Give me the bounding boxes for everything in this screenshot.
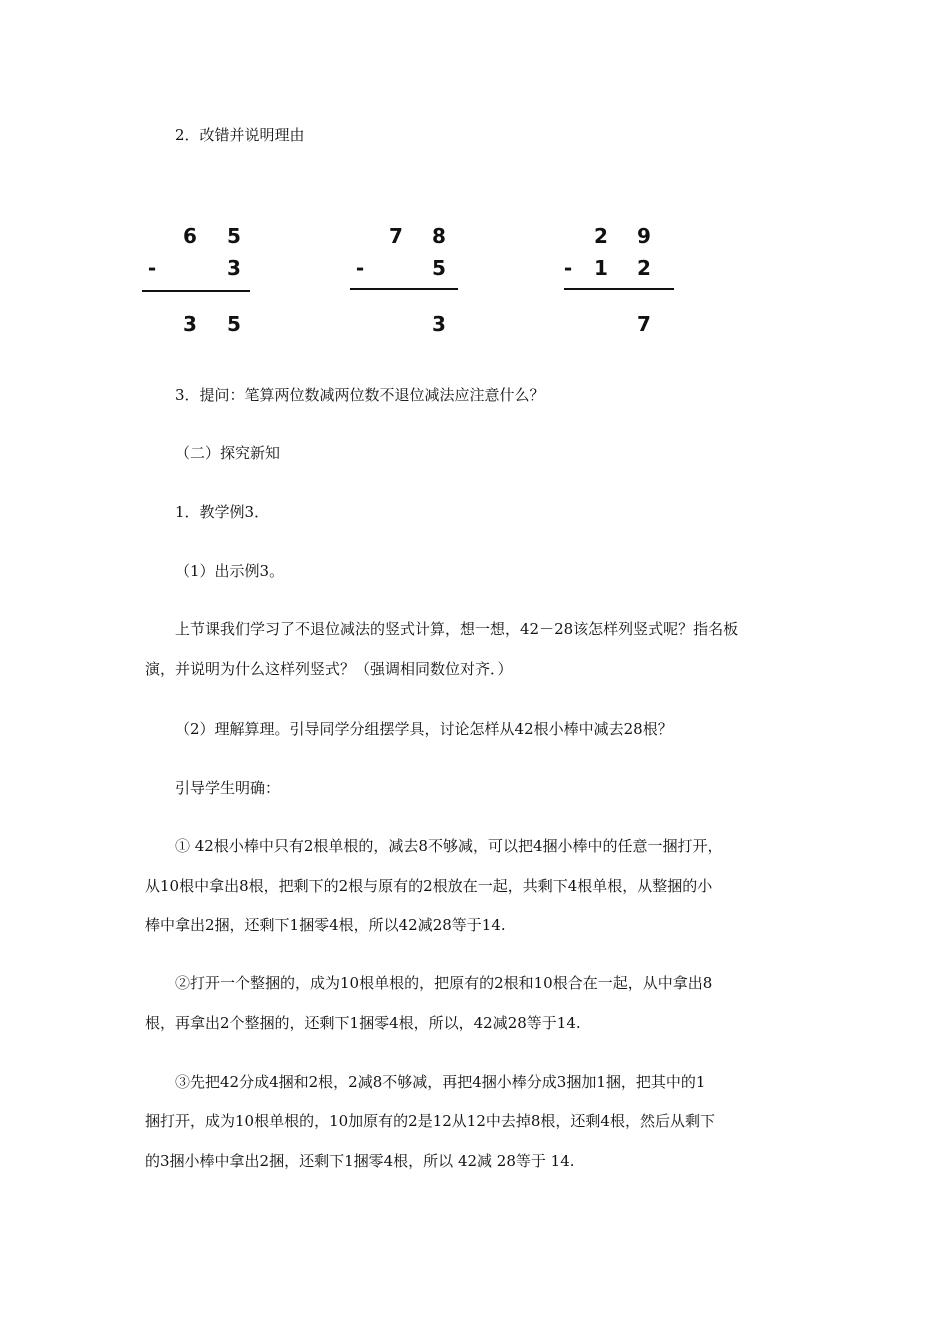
method-1-line-3: 棒中拿出2捆，还剩下1捆零4根，所以42减28等于14. <box>145 916 506 934</box>
method-3-line-1: ③先把42分成4捆和2根，2减8不够减，再把4捆小棒分成3捆加1捆，把其中的1 <box>175 1073 706 1091</box>
step-1: （1）出示例3。 <box>175 562 285 580</box>
vertical-subtraction-2 <box>348 226 468 346</box>
minus-sign: - <box>563 256 573 280</box>
guide-heading: 引导学生明确： <box>175 779 281 797</box>
result-rule <box>564 288 674 290</box>
subtrahend-ones: 3 <box>227 256 241 280</box>
item-2-heading: 2．改错并说明理由 <box>175 126 305 144</box>
method-3-line-2: 捆打开，成为10根单根的，10加原有的2是12从12中去掉8根，还剩4根，然后从剩下 <box>145 1112 715 1130</box>
minuend-tens: 6 <box>183 224 197 248</box>
vertical-subtraction-3 <box>558 226 678 346</box>
method-1-line-2: 从10根中拿出8根，把剩下的2根与原有的2根放在一起，共剩下4根单根，从整捆的小 <box>145 877 713 895</box>
method-1-line-1: ① 42根小棒中只有2根单根的，减去8不够减，可以把4捆小棒中的任意一捆打开， <box>175 837 723 855</box>
minuend-tens: 7 <box>389 224 403 248</box>
minuend-ones: 9 <box>637 224 651 248</box>
result-rule <box>142 290 250 292</box>
result-ones: 3 <box>432 312 446 336</box>
result-rule <box>350 288 458 290</box>
minus-sign: - <box>147 256 157 280</box>
section-2-heading: （二）探究新知 <box>175 444 281 462</box>
method-3-line-3: 的3捆小棒中拿出2捆，还剩下1捆零4根，所以 42减 28等于 14. <box>145 1152 575 1170</box>
minus-sign: - <box>355 256 365 280</box>
paragraph-1-line-1: 上节课我们学习了不退位减法的竖式计算，想一想，42－28该怎样列竖式呢？指名板 <box>175 620 739 638</box>
minuend-ones: 5 <box>227 224 241 248</box>
minuend-tens: 2 <box>594 224 608 248</box>
result-ones: 5 <box>227 312 241 336</box>
item-3-question: 3．提问：笔算两位数减两位数不退位减法应注意什么？ <box>175 386 545 404</box>
step-2: （2）理解算理。引导同学分组摆学具，讨论怎样从42根小棒中减去28根？ <box>175 720 673 738</box>
paragraph-1-line-2: 演，并说明为什么这样列竖式？（强调相同数位对齐．） <box>145 660 513 678</box>
method-2-line-2: 根，再拿出2个整捆的，还剩下1捆零4根，所以，42减28等于14. <box>145 1014 581 1032</box>
teach-1-heading: 1．教学例3． <box>175 503 270 521</box>
result-ones: 7 <box>637 312 651 336</box>
subtrahend-tens: 1 <box>594 256 608 280</box>
vertical-subtraction-1 <box>140 226 260 346</box>
minuend-ones: 8 <box>432 224 446 248</box>
result-tens: 3 <box>183 312 197 336</box>
subtrahend-ones: 2 <box>637 256 651 280</box>
subtrahend-ones: 5 <box>432 256 446 280</box>
method-2-line-1: ②打开一个整捆的，成为10根单根的，把原有的2根和10根合在一起，从中拿出8 <box>175 974 713 992</box>
